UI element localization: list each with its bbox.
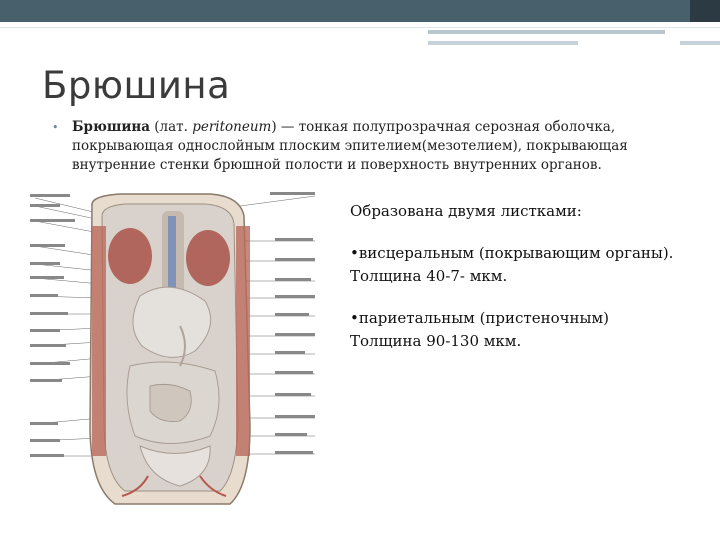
parietal-layer-text: •париетальным (пристеночным) Толщина 90-130 мкм. (350, 309, 609, 350)
peritoneum-anatomy-illustration (30, 186, 320, 506)
header-accent-line-right (680, 41, 720, 45)
header-rule (0, 27, 720, 28)
slide-title: Брюшина (42, 64, 231, 107)
header-accent-line (428, 30, 665, 34)
bullet-marker: • (52, 121, 59, 134)
header-accent-line-short (428, 41, 578, 45)
definition-latin: peritoneum (192, 119, 272, 135)
layers-intro: Образована двумя листками: (350, 202, 582, 220)
header-band-corner (690, 0, 720, 22)
definition-term: Брюшина (72, 119, 150, 135)
layers-description (350, 200, 680, 372)
header-band (0, 0, 720, 22)
definition-rest: ) — тонкая полупрозрачная серозная оболочка, покрывающая однослойным плоским эпителием(мезотелием), покрывающая внутренние стенки брюшной полости и поверхность внутренних органов. (72, 119, 628, 173)
definition-text (72, 118, 662, 175)
header-band-main (0, 0, 690, 22)
abdomen-body (90, 194, 250, 504)
visceral-layer-text: •висцеральным (покрывающим органы). Толщина 40-7- мкм. (350, 244, 674, 285)
definition-pre-latin: (лат. (149, 119, 193, 135)
